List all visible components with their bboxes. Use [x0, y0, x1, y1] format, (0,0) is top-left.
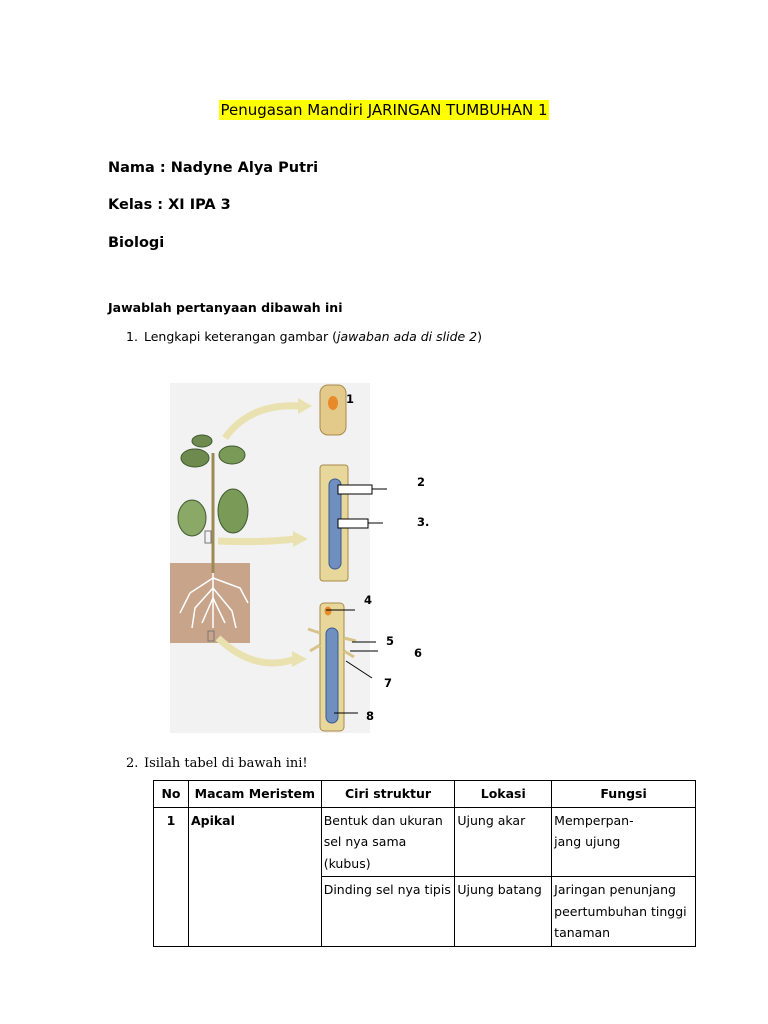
document-title: [0, 101, 768, 120]
header-lokasi: Lokasi: [455, 781, 552, 808]
figure-label-1: 1: [346, 392, 355, 406]
figure-label-4: 4: [364, 593, 373, 607]
figure-label-2: 2: [417, 475, 426, 489]
question-1-number: 1.: [126, 329, 138, 344]
figure-label-8: 8: [366, 709, 375, 723]
question-1-close: ): [477, 329, 483, 344]
student-class: Kelas : XI IPA 3: [108, 197, 231, 213]
cell-fungsi-b: Jaringan penunjang peertumbuhan tinggi tanaman: [552, 877, 696, 947]
cell-fungsi-a: [552, 807, 696, 877]
question-2-text: Isilah tabel di bawah ini!: [144, 756, 308, 771]
cell-lokasi-b: Ujung batang: [455, 877, 552, 947]
question-1-text: [144, 329, 482, 344]
arrow-to-stem: [218, 539, 295, 542]
fungsi-a-line2: jang ujung: [554, 834, 621, 849]
leaf: [218, 489, 248, 533]
header-fungsi: Fungsi: [552, 781, 696, 808]
figure-label-7: 7: [384, 676, 393, 690]
leaf: [178, 500, 206, 536]
leaf: [181, 449, 209, 467]
title-highlight: Penugasan Mandiri JARINGAN TUMBUHAN 1: [220, 101, 548, 119]
header-ciri: Ciri struktur: [321, 781, 455, 808]
fungsi-a-line1: Memperpan-: [554, 812, 634, 828]
table-row: [154, 807, 696, 877]
question-2-number: 2.: [126, 756, 139, 771]
figure-label-6: 6: [414, 646, 423, 660]
meristem-table: [153, 780, 696, 947]
question-1-lead: Lengkapi keterangan gambar (: [144, 329, 337, 344]
figure-label-5: 5: [386, 634, 395, 648]
table-header-row: [154, 781, 696, 808]
instruction-heading: Jawablah pertanyaan dibawah ini: [108, 300, 343, 315]
cell-lokasi-a: Ujung akar: [455, 807, 552, 877]
cell-type: Apikal: [188, 807, 321, 946]
figure-label-3: 3.: [417, 515, 430, 529]
header-type: Macam Meristem: [188, 781, 321, 808]
question-1-italic: jawaban ada di slide 2: [337, 329, 478, 344]
cell-ciri-a: Bentuk dan ukuran sel nya sama (kubus): [321, 807, 455, 877]
cell-ciri-b: Dinding sel nya tipis: [321, 877, 455, 947]
student-name: Nama : Nadyne Alya Putri: [108, 160, 319, 176]
leaf: [219, 446, 245, 464]
header-no: No: [154, 781, 189, 808]
cell-no: 1: [154, 807, 189, 946]
subject: Biologi: [108, 235, 165, 251]
leaf: [192, 435, 212, 447]
